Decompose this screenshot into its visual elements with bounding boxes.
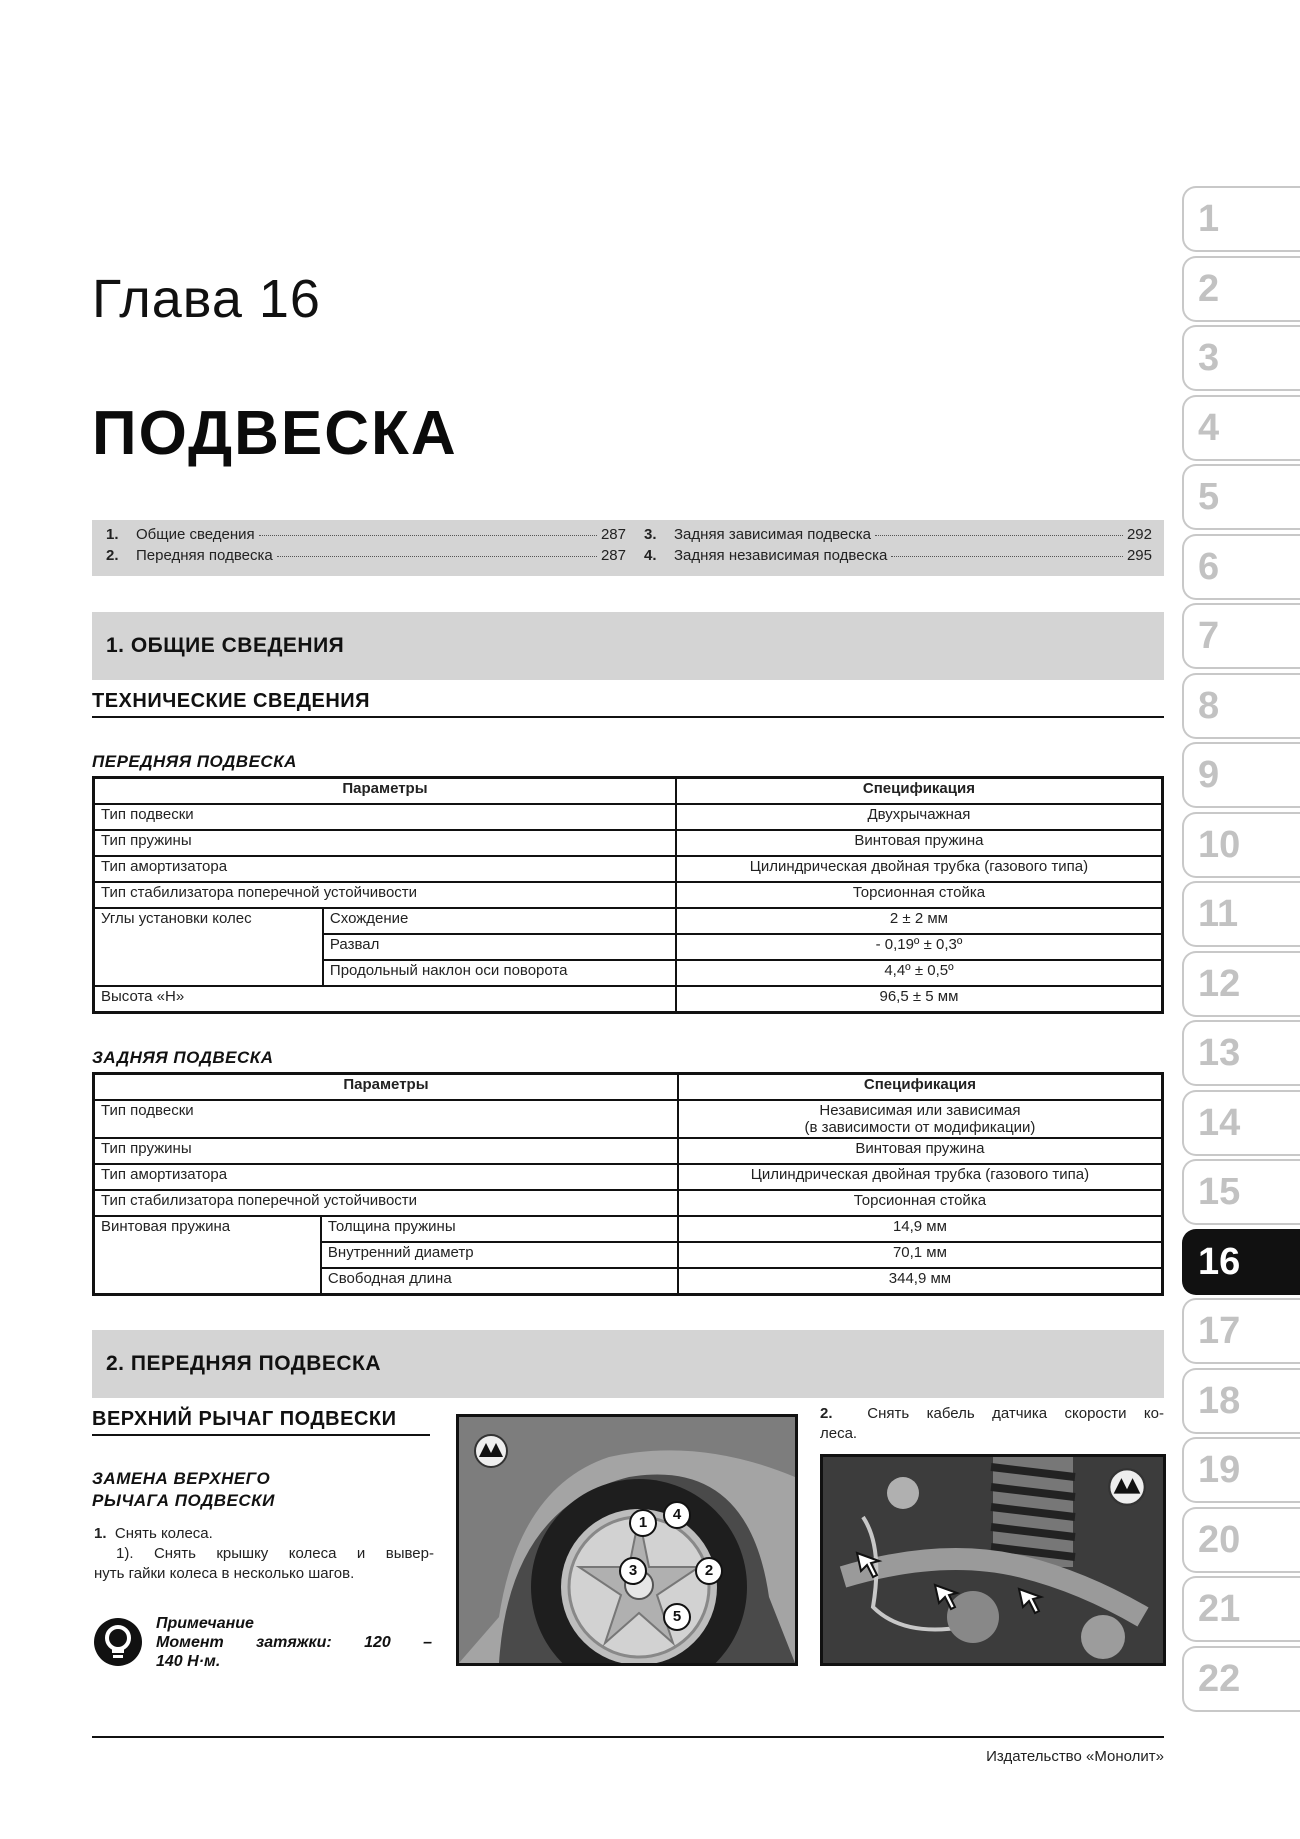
chapter-tab-label: 15 — [1198, 1171, 1241, 1213]
toc-item-page: 287 — [600, 526, 626, 543]
param-cell: Тип пружины — [94, 830, 676, 856]
toc-item-page: 292 — [1126, 526, 1152, 543]
nut-label: 2 — [695, 1557, 723, 1585]
arrow-icon — [931, 1581, 961, 1611]
table-row — [94, 1164, 1163, 1190]
sub-param-cell: Внутренний диаметр — [321, 1242, 678, 1268]
chapter-tab-label: 14 — [1198, 1101, 1241, 1144]
chapter-tab-label: 9 — [1198, 754, 1220, 796]
note-block — [156, 1614, 432, 1671]
chapter-tab-3[interactable] — [1182, 325, 1300, 391]
arrow-icon — [1015, 1585, 1045, 1615]
chapter-tab-5[interactable] — [1182, 464, 1300, 530]
chapter-tab-label: 6 — [1198, 545, 1220, 588]
publisher-logo-icon — [473, 1433, 509, 1469]
toc-item-title: Задняя зависимая подвеска — [674, 526, 872, 543]
param-cell: Тип амортизатора — [94, 1164, 678, 1190]
toc-item[interactable] — [644, 526, 1152, 543]
note-word: 120 — [364, 1634, 391, 1651]
upper-arm-heading: ВЕРХНИЙ РЫЧАГ ПОДВЕСКИ — [92, 1408, 397, 1430]
chapter-tab-label: 8 — [1198, 684, 1220, 727]
toc-dots — [277, 556, 597, 557]
section-title: 2. ПЕРЕДНЯЯ ПОДВЕСКА — [106, 1352, 382, 1375]
technical-data-heading: ТЕХНИЧЕСКИЕ СВЕДЕНИЯ — [92, 690, 371, 712]
chapter-tab-label: 20 — [1198, 1518, 1241, 1561]
note-word: – — [423, 1634, 432, 1651]
spec-cell: Винтовая пружина — [676, 830, 1163, 856]
arrow-icon — [853, 1549, 883, 1579]
spec-line: Независимая или зависимая — [819, 1102, 1021, 1119]
toc-item-number: 1. — [106, 526, 119, 543]
spec-cell: Винтовая пружина — [678, 1138, 1163, 1164]
publisher-footer: Издательство «Монолит» — [986, 1748, 1164, 1765]
table-row — [94, 830, 1163, 856]
param-cell: Тип амортизатора — [94, 856, 676, 882]
spec-cell: Двухрычажная — [676, 804, 1163, 830]
toc-item-number: 3. — [644, 526, 657, 543]
column-header: Спецификация — [676, 778, 1163, 805]
chapter-tab-label: 7 — [1198, 615, 1220, 657]
chapter-tab-18[interactable] — [1182, 1368, 1300, 1434]
table-row — [94, 1100, 1163, 1138]
note-word: затяжки: — [256, 1634, 332, 1651]
chapter-tab-label: 4 — [1198, 406, 1220, 449]
note-title: Примечание — [156, 1615, 254, 1632]
step-text: леса. — [820, 1425, 858, 1442]
step-text: Снять колеса. — [114, 1525, 213, 1542]
spec-cell: Торсионная стойка — [678, 1190, 1163, 1216]
note-text — [156, 1633, 432, 1652]
toc-item-title: Задняя независимая подвеска — [674, 547, 888, 564]
nut-label: 3 — [619, 1557, 647, 1585]
chapter-tab-22[interactable] — [1182, 1646, 1300, 1712]
step-text: нуть гайки колеса в несколько шагов. — [94, 1565, 355, 1582]
chapter-tab-label: 18 — [1198, 1379, 1241, 1422]
column-header: Спецификация — [678, 1074, 1163, 1101]
param-cell: Тип стабилизатора поперечной устойчивости — [94, 882, 676, 908]
chapter-tab-4[interactable] — [1182, 395, 1300, 461]
chapter-tab-1[interactable] — [1182, 186, 1300, 252]
sub-param-cell: Схождение — [323, 908, 676, 934]
chapter-tab-10[interactable] — [1182, 812, 1300, 878]
chapter-tab-label: 2 — [1198, 267, 1220, 310]
spec-cell: Цилиндрическая двойная трубка (газового типа) — [678, 1164, 1163, 1190]
table-header-row — [94, 1074, 1163, 1101]
spec-line: (в зависимости от модификации) — [804, 1119, 1036, 1136]
chapter-tab-label: 1 — [1198, 198, 1220, 240]
spec-cell: 96,5 ± 5 мм — [676, 986, 1163, 1013]
publisher-logo-icon — [1107, 1467, 1147, 1507]
step-1 — [94, 1524, 434, 1584]
speed-sensor-cable-photo — [820, 1454, 1166, 1666]
chapter-tab-label: 16 — [1198, 1240, 1241, 1283]
group-label-cell: Углы установки колес — [94, 908, 323, 986]
chapter-tab-label: 22 — [1198, 1657, 1241, 1700]
note-bulb-icon — [92, 1616, 144, 1668]
chapter-tab-label: 21 — [1198, 1588, 1241, 1630]
sub-param-cell: Толщина пружины — [321, 1216, 678, 1242]
param-cell: Тип подвески — [94, 1100, 678, 1138]
column-header: Параметры — [94, 778, 676, 805]
group-label-cell: Винтовая пружина — [94, 1216, 321, 1295]
table-row — [94, 1138, 1163, 1164]
chapter-toc — [92, 520, 1164, 576]
front-suspension-heading: ПЕРЕДНЯЯ ПОДВЕСКА — [92, 752, 297, 771]
chapter-tab-16[interactable] — [1182, 1229, 1300, 1295]
chapter-tab-21[interactable] — [1182, 1576, 1300, 1642]
chapter-tab-label: 10 — [1198, 823, 1241, 866]
param-cell: Тип стабилизатора поперечной устойчивости — [94, 1190, 678, 1216]
toc-item-number: 4. — [644, 547, 657, 564]
spec-cell — [678, 1100, 1163, 1138]
chapter-title: ПОДВЕСКА — [92, 399, 458, 468]
chapter-tab-9[interactable] — [1182, 742, 1300, 808]
section-title: 1. ОБЩИЕ СВЕДЕНИЯ — [106, 634, 345, 657]
replacement-heading — [92, 1468, 275, 1512]
table-row — [94, 856, 1163, 882]
step-2 — [820, 1404, 1164, 1444]
chapter-tab-17[interactable] — [1182, 1298, 1300, 1364]
step-text: Снять кабель датчика скорости ко- — [867, 1405, 1164, 1422]
toc-dots — [259, 535, 597, 536]
chapter-tab-13[interactable] — [1182, 1020, 1300, 1086]
step-text: 1). Снять крышку колеса и вывер- — [116, 1545, 434, 1562]
wheel-illustration — [459, 1417, 795, 1663]
sub-param-cell: Развал — [323, 934, 676, 960]
table-row — [94, 1190, 1163, 1216]
toc-item-page: 295 — [1126, 547, 1152, 564]
chapter-label: Глава 16 — [92, 269, 321, 329]
toc-item[interactable] — [106, 526, 626, 543]
toc-item-page: 287 — [600, 547, 626, 564]
chapter-tab-12[interactable] — [1182, 951, 1300, 1017]
section-bar-general — [92, 612, 1164, 680]
footer-divider — [92, 1736, 1164, 1738]
divider — [92, 716, 1164, 718]
chapter-tab-label: 13 — [1198, 1032, 1241, 1074]
replacement-heading-line: ЗАМЕНА ВЕРХНЕГО — [92, 1469, 271, 1488]
chapter-tab-label: 3 — [1198, 337, 1220, 379]
table-header-row — [94, 778, 1163, 805]
note-word: Момент — [156, 1634, 224, 1651]
front-suspension-table — [92, 776, 1164, 1014]
step-number: 2. — [820, 1405, 833, 1422]
chapter-tab-14[interactable] — [1182, 1090, 1300, 1156]
note-text: 140 Н·м. — [156, 1653, 221, 1670]
sub-param-cell: Продольный наклон оси поворота — [323, 960, 676, 986]
toc-item[interactable] — [106, 547, 626, 564]
table-row — [94, 986, 1163, 1013]
chapter-tab-20[interactable] — [1182, 1507, 1300, 1573]
wheel-photo — [456, 1414, 798, 1666]
spec-cell: Торсионная стойка — [676, 882, 1163, 908]
nut-label: 4 — [663, 1501, 691, 1529]
toc-item-title: Общие сведения — [136, 526, 255, 543]
column-header: Параметры — [94, 1074, 678, 1101]
chapter-tab-2[interactable] — [1182, 256, 1300, 322]
toc-item-number: 2. — [106, 547, 119, 564]
divider — [92, 1434, 430, 1436]
chapter-tab-label: 5 — [1198, 476, 1220, 518]
table-row — [94, 1216, 1163, 1242]
chapter-tab-label: 12 — [1198, 962, 1241, 1005]
spec-cell: - 0,19º ± 0,3º — [676, 934, 1163, 960]
param-cell: Высота «Н» — [94, 986, 676, 1013]
spec-cell: 2 ± 2 мм — [676, 908, 1163, 934]
section-bar-front-suspension — [92, 1330, 1164, 1398]
toc-item[interactable] — [644, 547, 1152, 564]
chapter-tab-19[interactable] — [1182, 1437, 1300, 1503]
nut-label: 5 — [663, 1603, 691, 1631]
toc-dots — [891, 556, 1123, 557]
chapter-tab-7[interactable] — [1182, 603, 1300, 669]
nut-label: 1 — [629, 1509, 657, 1537]
toc-item-title: Передняя подвеска — [136, 547, 273, 564]
rear-suspension-table — [92, 1072, 1164, 1296]
spec-cell: 70,1 мм — [678, 1242, 1163, 1268]
chapter-tab-6[interactable] — [1182, 534, 1300, 600]
sub-param-cell: Свободная длина — [321, 1268, 678, 1295]
chapter-tab-label: 19 — [1198, 1449, 1241, 1491]
spec-cell: 344,9 мм — [678, 1268, 1163, 1295]
rear-suspension-heading: ЗАДНЯЯ ПОДВЕСКА — [92, 1048, 274, 1067]
chapter-tab-11[interactable] — [1182, 881, 1300, 947]
spec-cell: 4,4º ± 0,5º — [676, 960, 1163, 986]
table-row — [94, 804, 1163, 830]
toc-dots — [875, 535, 1123, 536]
chapter-tab-8[interactable] — [1182, 673, 1300, 739]
chapter-tab-15[interactable] — [1182, 1159, 1300, 1225]
chapter-tab-label: 17 — [1198, 1310, 1241, 1352]
chapter-tab-label: 11 — [1198, 893, 1239, 935]
spec-cell: 14,9 мм — [678, 1216, 1163, 1242]
param-cell: Тип подвески — [94, 804, 676, 830]
table-row — [94, 908, 1163, 934]
spec-cell: Цилиндрическая двойная трубка (газового типа) — [676, 856, 1163, 882]
param-cell: Тип пружины — [94, 1138, 678, 1164]
step-number: 1. — [94, 1525, 107, 1542]
table-row — [94, 882, 1163, 908]
replacement-heading-line: РЫЧАГА ПОДВЕСКИ — [92, 1491, 275, 1510]
